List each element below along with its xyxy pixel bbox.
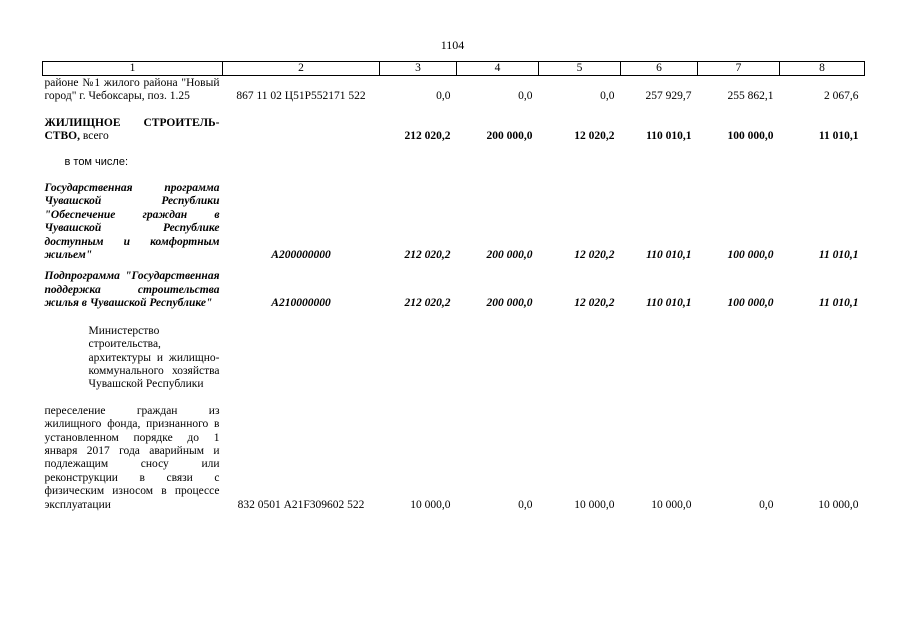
- row-value: 212 020,2: [404, 297, 451, 310]
- row-value: 100 000,0: [727, 249, 774, 262]
- row-code: [223, 104, 380, 144]
- row-code: 832 0501 А21F309602 522: [237, 498, 365, 511]
- row-value: 10 000,0: [574, 498, 615, 511]
- table-row: [43, 76, 865, 104]
- row-value: 0,0: [436, 90, 451, 103]
- row-value: 100 000,0: [727, 130, 774, 143]
- table-row: [43, 311, 865, 392]
- column-header: 8: [780, 62, 865, 76]
- row-value: 212 020,2: [404, 130, 451, 143]
- row-value: 11 010,1: [818, 130, 859, 143]
- column-header: 4: [457, 62, 539, 76]
- row-code: 867 11 02 Ц51Р552171 522: [236, 90, 366, 103]
- row-value: 0,0: [518, 498, 533, 511]
- table-row: [43, 104, 865, 144]
- row-description-bold: ЖИЛИЩНОЕ СТРОИТЕЛЬ-СТВО,: [44, 116, 220, 143]
- row-description-rest: всего: [79, 130, 109, 143]
- column-header: 7: [698, 62, 780, 76]
- row-description: [43, 104, 223, 144]
- column-header: 6: [621, 62, 698, 76]
- row-value: 11 010,1: [818, 297, 859, 310]
- row-value: 2 067,6: [824, 90, 859, 103]
- row-description: в том числе:: [64, 155, 129, 168]
- row-value: 257 929,7: [645, 90, 692, 103]
- column-number-header-row: [43, 62, 865, 76]
- row-description: Подпрограмма "Государственная поддержка строительства жилья в Чувашской Республике": [44, 270, 220, 310]
- column-header: 3: [380, 62, 457, 76]
- row-value: 110 010,1: [646, 249, 692, 262]
- row-description: районе №1 жилого района "Новый город" г. Чебоксары, поз. 1.25: [44, 77, 220, 103]
- row-value: 0,0: [518, 90, 533, 103]
- column-header: 2: [223, 62, 380, 76]
- column-header: 1: [43, 62, 223, 76]
- table-row: [43, 144, 865, 169]
- table-row: [43, 169, 865, 262]
- row-value: 100 000,0: [727, 297, 774, 310]
- row-value: 10 000,0: [651, 498, 692, 511]
- row-description: Государственная программа Чувашской Республики "Обеспечение граждан в Чувашской Республике доступным и комфортным жильем": [44, 182, 220, 262]
- row-value: 12 020,2: [574, 249, 615, 262]
- row-description: Министерство строительства, архитектуры и жилищно-коммунального хозяйства Чувашской Республики: [88, 324, 220, 391]
- budget-table: [42, 61, 865, 512]
- row-value: 10 000,0: [410, 498, 451, 511]
- row-value: 12 020,2: [574, 297, 615, 310]
- table-row: [43, 392, 865, 512]
- column-header: 5: [539, 62, 621, 76]
- row-code: А200000000: [271, 249, 331, 262]
- row-value: 12 020,2: [574, 130, 615, 143]
- row-value: 200 000,0: [486, 249, 533, 262]
- row-description: переселение граждан из жилищного фонда, признанного в установленном порядке до 1 января 2017 года аварийным и подлежащим сносу или реконструкции в связи с физическим износом в процессе эксплуатации: [44, 404, 220, 511]
- table-row: [43, 262, 865, 310]
- row-value: 11 010,1: [818, 249, 859, 262]
- row-value: 200 000,0: [486, 130, 533, 143]
- row-value: 0,0: [600, 90, 615, 103]
- row-value: 10 000,0: [818, 498, 859, 511]
- row-value: 200 000,0: [486, 297, 533, 310]
- row-value: 0,0: [759, 498, 774, 511]
- row-value: 110 010,1: [646, 130, 692, 143]
- page-number: 1104: [440, 38, 465, 52]
- row-value: 212 020,2: [404, 249, 451, 262]
- row-code: А210000000: [271, 297, 331, 310]
- row-value: 255 862,1: [727, 90, 774, 103]
- row-value: 110 010,1: [646, 297, 692, 310]
